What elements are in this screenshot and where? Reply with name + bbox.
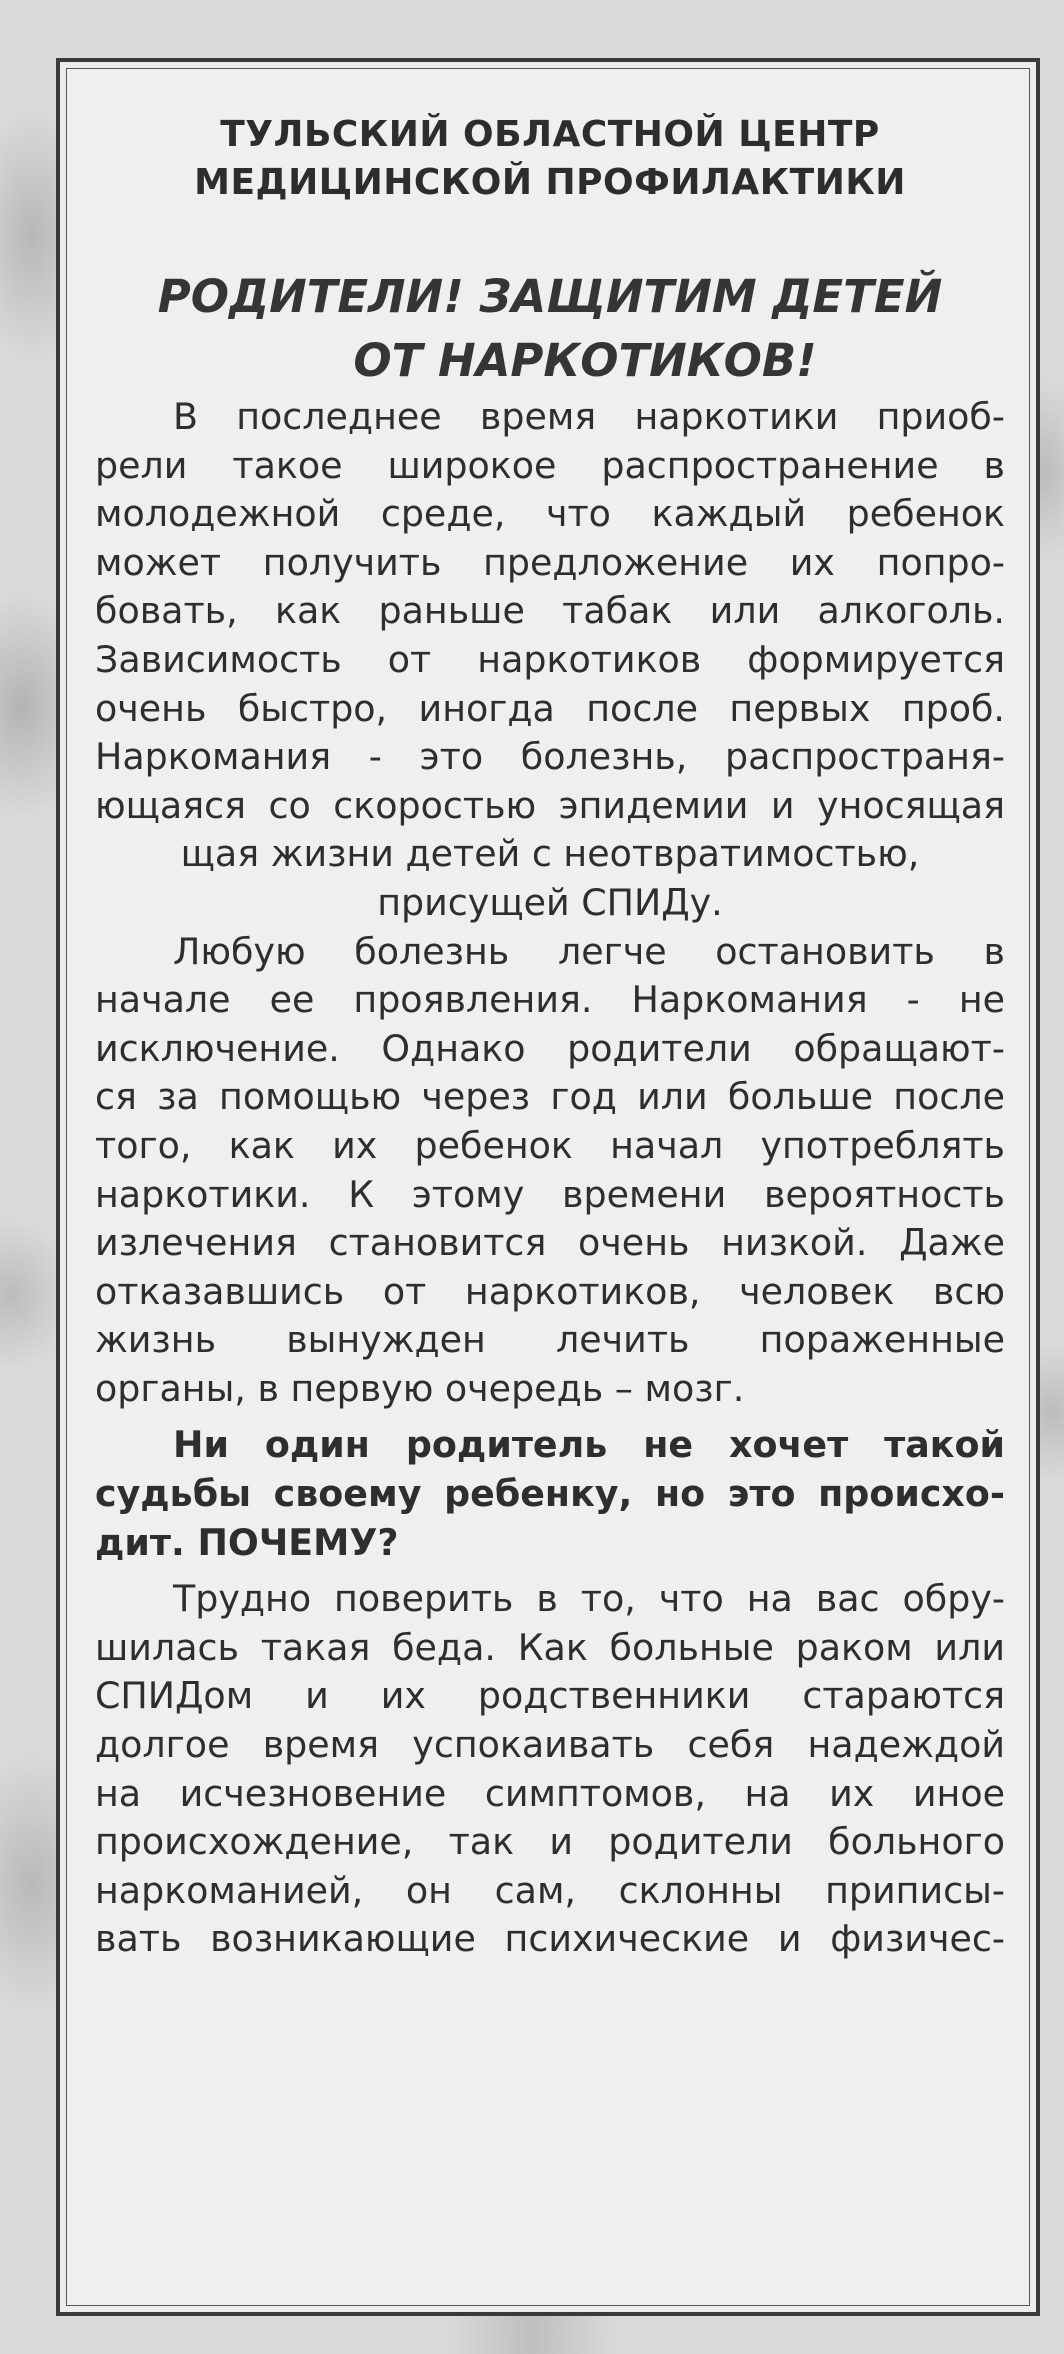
paragraph-line: Наркомания - это болезнь, распространя-	[95, 735, 1005, 779]
paragraph-line: наркотики. К этому времени вероятность	[95, 1172, 1005, 1216]
paragraph-line: дит. ПОЧЕМУ?	[95, 1520, 399, 1564]
paragraph-line: органы, в первую очередь – мозг.	[95, 1366, 745, 1410]
leaflet-outer-frame	[56, 58, 1040, 2316]
paragraph-line: вать возникающие психические и физичес-	[95, 1917, 1005, 1961]
paragraph-line: наркоманией, он сам, склонны приписы-	[95, 1868, 1005, 1912]
paragraph-line: бовать, как раньше табак или алкоголь.	[95, 589, 1005, 633]
paragraph-line: Зависимость от наркотиков формируется	[95, 637, 1005, 681]
headline-line-1: РОДИТЕЛИ! ЗАЩИТИМ ДЕТЕЙ	[157, 270, 943, 323]
paragraph-line: СПИДом и их родственники стараются	[95, 1674, 1005, 1718]
organization-title	[95, 111, 1005, 207]
organization-title-line-2: МЕДИЦИНСКОЙ ПРОФИЛАКТИКИ	[194, 162, 906, 203]
paragraph-line: щая жизни детей с неотвратимостью,	[180, 832, 920, 876]
paragraph-line: долгое время успокаивать себя надеждой	[95, 1723, 1005, 1767]
organization-title-line-1: ТУЛЬСКИЙ ОБЛАСТНОЙ ЦЕНТР	[220, 114, 880, 155]
paragraph-line: Ни один родитель не хочет такой	[173, 1423, 1005, 1467]
paragraph-line: ющаяся со скоростью эпидемии и уносящая	[95, 783, 1005, 827]
paragraph-line: Трудно поверить в то, что на вас обру-	[173, 1577, 1005, 1621]
paragraph-line: излечения становится очень низкой. Даже	[95, 1221, 1005, 1265]
leaflet-inner-frame	[66, 68, 1030, 2306]
paragraph-4	[95, 1575, 1005, 1964]
paragraph-line: отказавшись от наркотиков, человек всю	[95, 1269, 1005, 1313]
paragraph-line: молодежной среде, что каждый ребенок	[95, 492, 1005, 536]
paragraph-line: шилась такая беда. Как больные раком или	[95, 1625, 1005, 1669]
paragraph-line: на исчезновение симптомов, на их иное	[95, 1771, 1005, 1815]
headline	[95, 265, 1005, 393]
paragraph-line: Любую болезнь легче остановить в	[173, 929, 1005, 973]
leaflet-content	[95, 111, 1005, 1964]
paragraph-line: очень быстро, иногда после первых проб.	[95, 686, 1005, 730]
paragraph-line: ся за помощью через год или больше после	[95, 1075, 1005, 1119]
paragraph-line: исключение. Однако родители обращают-	[95, 1026, 1005, 1070]
paragraph-line: судьбы своему ребенку, но это происхо-	[95, 1472, 1005, 1516]
paragraph-line: рели такое широкое распространение в	[95, 443, 1005, 487]
paragraph-1	[95, 393, 1005, 928]
paragraph-line: жизнь вынужден лечить пораженные	[95, 1318, 1005, 1362]
paragraph-line: В последнее время наркотики приоб-	[173, 395, 1005, 438]
paragraph-3-bold	[95, 1421, 1005, 1567]
paragraph-line: присущей СПИДу.	[377, 880, 723, 924]
paragraph-line: происхождение, так и родители больного	[95, 1820, 1005, 1864]
paragraph-2	[95, 928, 1005, 1414]
paragraph-line: может получить предложение их попро-	[95, 540, 1005, 584]
paragraph-line: того, как их ребенок начал употреблять	[95, 1123, 1005, 1167]
paragraph-line: начале ее проявления. Наркомания - не	[95, 978, 1005, 1022]
headline-line-2: ОТ НАРКОТИКОВ!	[353, 334, 817, 387]
